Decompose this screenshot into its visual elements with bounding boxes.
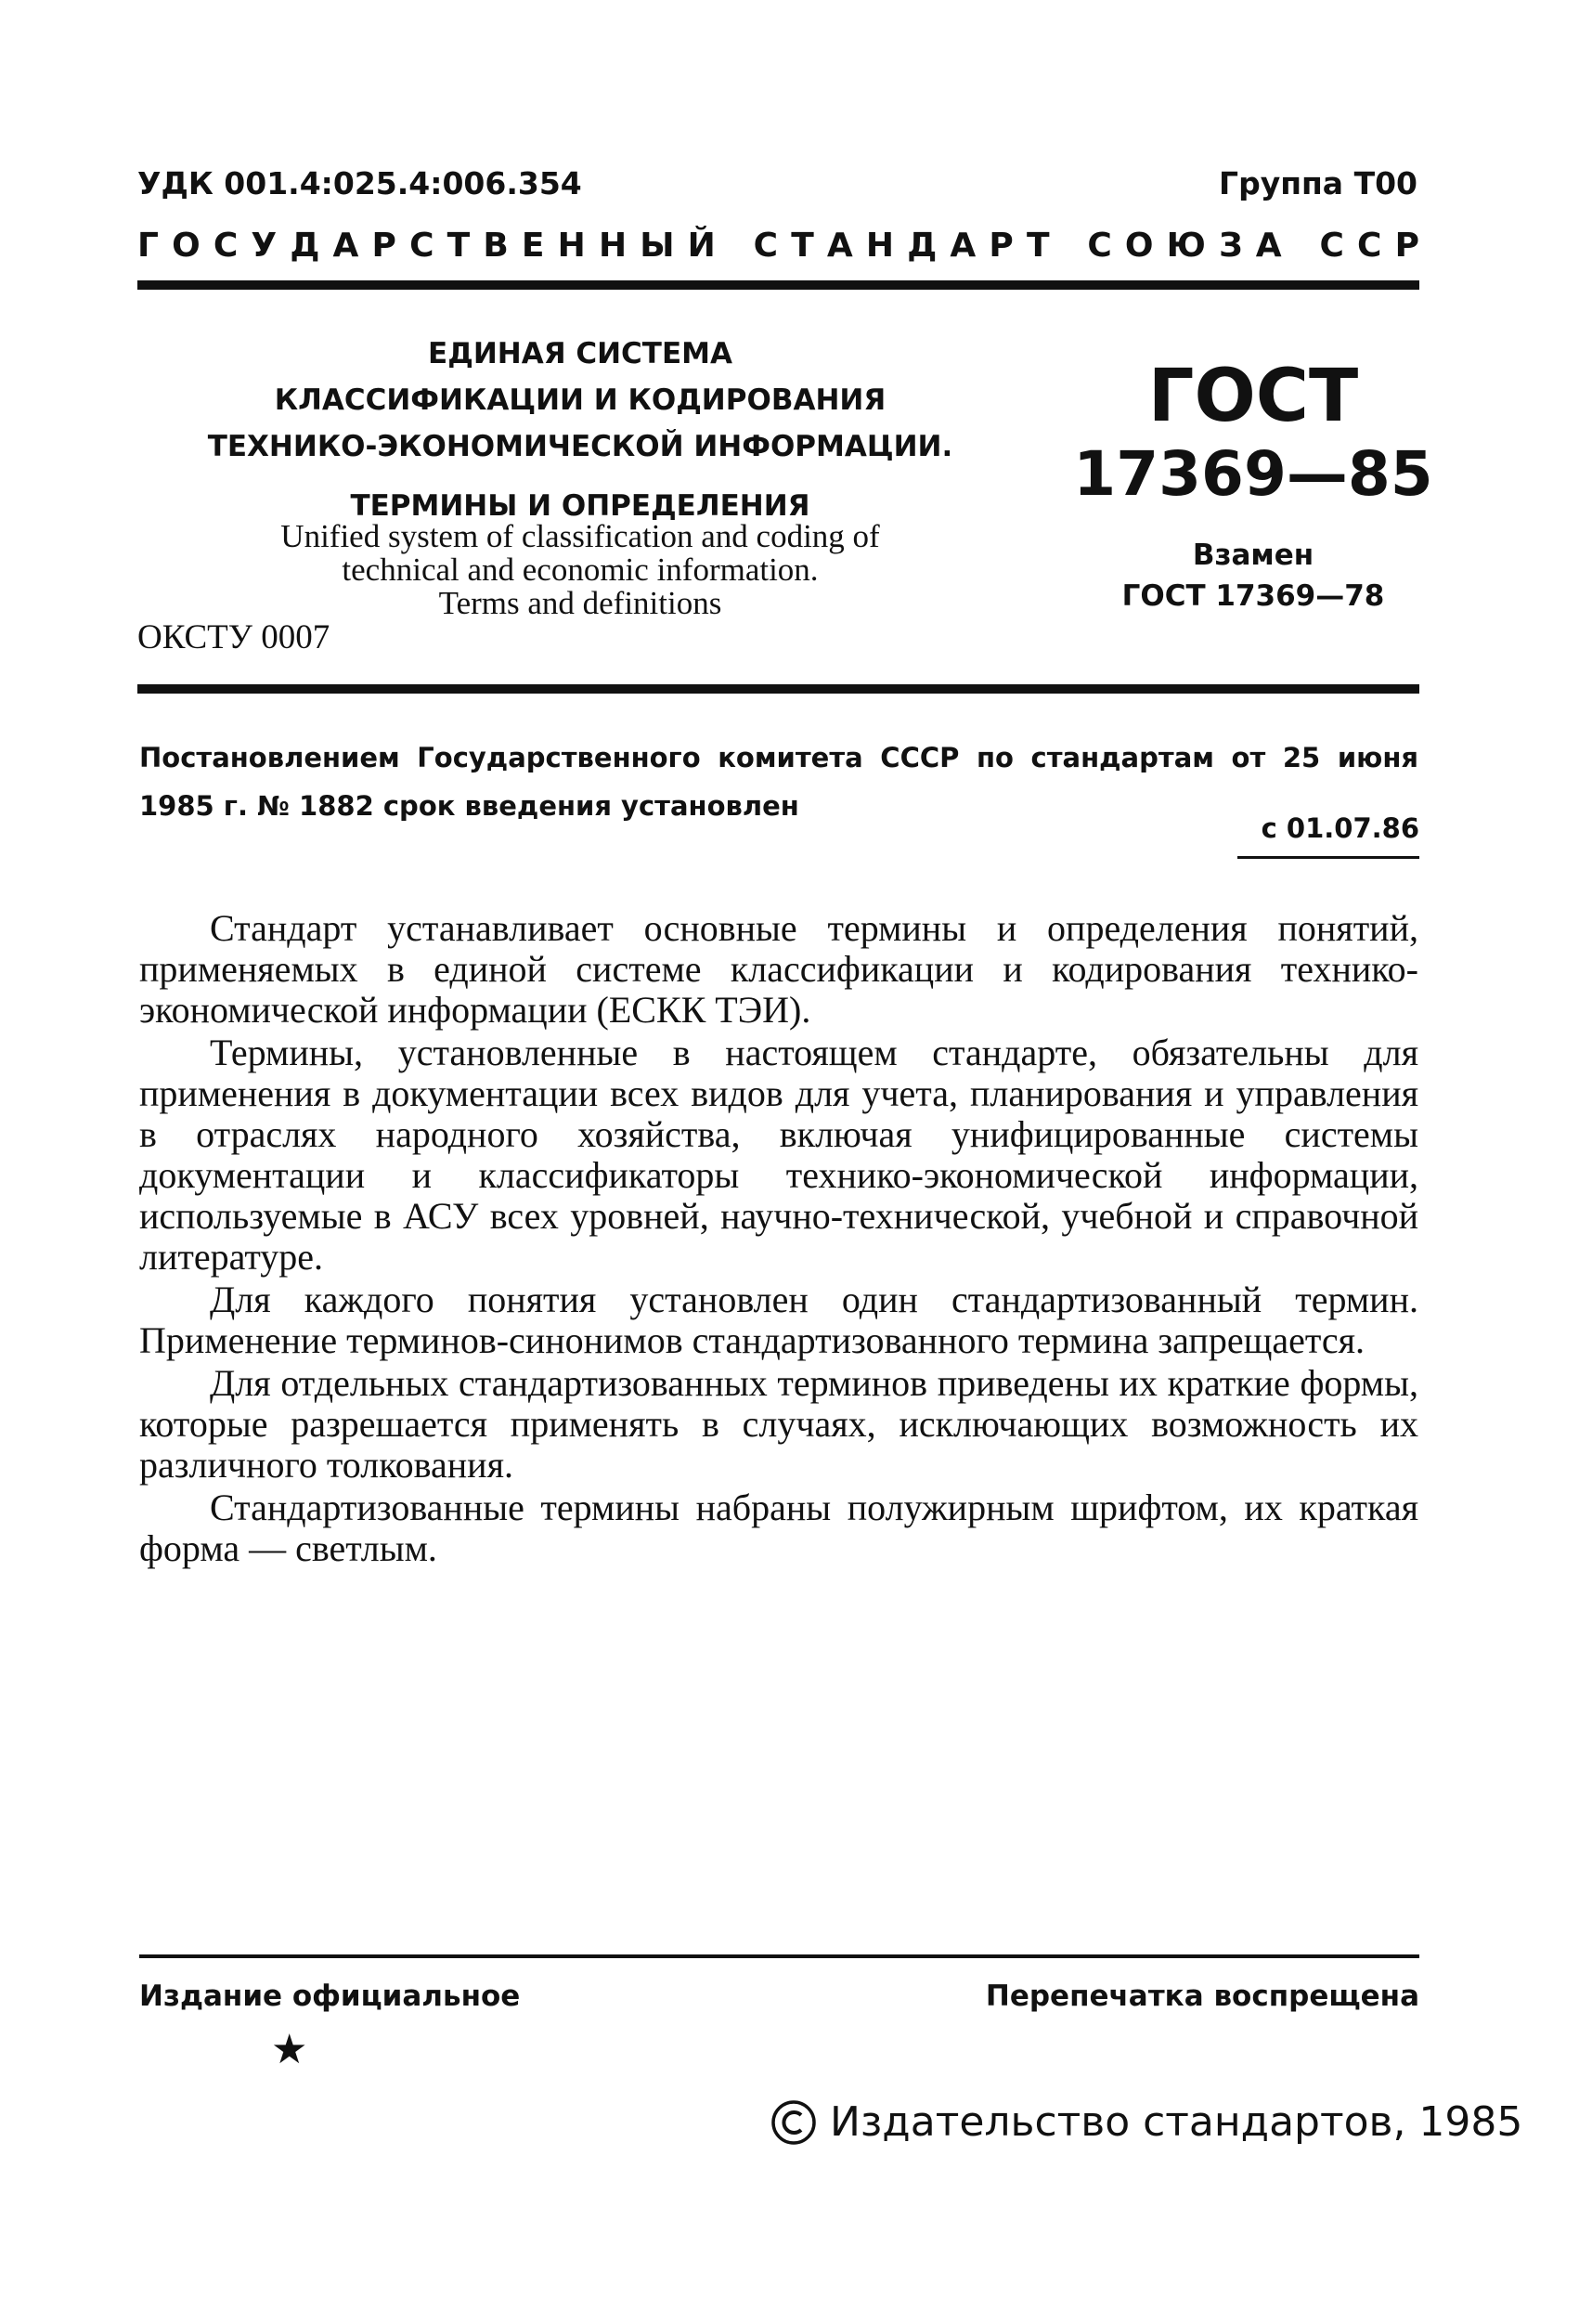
publisher: Издательство стандартов, 1985: [830, 2098, 1523, 2146]
replaces-value: ГОСТ 17369—78: [1121, 579, 1385, 613]
english-title: [139, 520, 1021, 620]
state-standard-letter: [1295, 227, 1307, 265]
state-standard-letter: А: [1255, 227, 1282, 265]
gost-label: ГОСТ: [1147, 355, 1359, 438]
state-standard-letter: О: [172, 227, 201, 265]
title-line: ЕДИНАЯ СИСТЕМА: [428, 337, 732, 370]
replaces-label: Взамен: [1192, 539, 1314, 572]
body-paragraph: Стандарт устанавливает основные термины и определения понятий, применяемых в единой системе классификации и кодирования технико-экономической информации (ЕСКК ТЭИ).: [139, 907, 1418, 1031]
state-standard-letter: Т: [1026, 227, 1050, 265]
english-title-line: Unified system of classification and coding of: [280, 518, 880, 554]
state-standard-letter: А: [332, 227, 359, 265]
state-standard-letter: Е: [521, 227, 545, 265]
standard-title: [139, 331, 1021, 529]
state-standard-letter: Н: [865, 227, 895, 265]
state-standard-letter: [729, 227, 741, 265]
state-standard-letter: [1063, 227, 1075, 265]
state-standard-letter: В: [483, 227, 509, 265]
title-line: КЛАССИФИКАЦИИ И КОДИРОВАНИЯ: [274, 383, 887, 417]
bottom-rule: [139, 1954, 1419, 1958]
top-rule: [137, 280, 1419, 290]
state-standard-letter: С: [409, 227, 434, 265]
state-standard-letter: У: [251, 227, 278, 265]
resolution-text: Постановлением Государственного комитета СССР по стандартам от 25 июня 1985 г. № 1882 срок введения установлен: [139, 742, 1418, 822]
state-standard-letter: О: [1124, 227, 1154, 265]
state-standard-letter: Р: [371, 227, 396, 265]
middle-rule: [137, 684, 1419, 694]
state-standard-letter: Ы: [640, 227, 675, 265]
state-standard-letter: С: [1357, 227, 1382, 265]
state-standard-letter: С: [1319, 227, 1344, 265]
title-line: ТЕРМИНЫ И ОПРЕДЕЛЕНИЯ: [350, 489, 810, 523]
state-standard-letter: С: [1087, 227, 1112, 265]
body-paragraph: Термины, установленные в настоящем стандарте, обязательны для применения в документации всех видов для учета, планирования и управления в отраслях народного хозяйства, включая унифицированные системы документации и классификаторы технико-экономической информации, используемые в АСУ всех уровней, научно-технической, учебной и справочной литературе.: [139, 1032, 1418, 1278]
date-underline: [1237, 856, 1419, 859]
body-paragraph: Для отдельных стандартизованных терминов приведены их краткие формы, которые разрешается применять в случаях, исключающих возможность их различного толкования.: [139, 1362, 1418, 1486]
state-standard-letter: Р: [1394, 227, 1419, 265]
body-paragraph: Стандартизованные термины набраны полужирным шрифтом, их краткая форма — светлым.: [139, 1487, 1418, 1569]
copyright-line: [770, 2098, 1522, 2146]
state-standard-letter: Ю: [1166, 227, 1206, 265]
state-standard-letter: Д: [290, 227, 320, 265]
official-edition: Издание официальное: [139, 1980, 521, 2013]
title-line: ТЕХНИКО-ЭКОНОМИЧЕСКОЙ ИНФОРМАЦИИ.: [207, 430, 953, 463]
state-standard-letter: А: [826, 227, 853, 265]
state-standard-letter: Т: [447, 227, 471, 265]
state-standard-letter: А: [950, 227, 977, 265]
english-title-line: Terms and definitions: [438, 585, 722, 621]
body-text: [139, 908, 1418, 1571]
state-standard-letter: Д: [907, 227, 938, 265]
english-title-line: technical and economic information.: [342, 552, 819, 588]
state-standard-letter: Й: [687, 227, 716, 265]
effective-date: с 01.07.86: [1261, 812, 1419, 844]
reprint-prohibited: Перепечатка воспрещена: [985, 1980, 1419, 2013]
state-standard-heading: [137, 227, 1419, 265]
udk-code: УДК 001.4:025.4:006.354: [137, 165, 582, 201]
state-standard-letter: Р: [989, 227, 1014, 265]
state-standard-letter: Н: [598, 227, 628, 265]
okstu-code: ОКСТУ 0007: [137, 618, 330, 656]
state-standard-letter: С: [753, 227, 779, 265]
copyright-icon: [770, 2099, 817, 2146]
state-standard-letter: Н: [557, 227, 586, 265]
state-standard-letter: Г: [137, 227, 159, 265]
body-paragraph: Для каждого понятия установлен один стандартизованный термин. Применение терминов-синонимов стандартизованного термина запрещается.: [139, 1279, 1418, 1361]
state-standard-letter: С: [213, 227, 239, 265]
group-code: Группа Т00: [1219, 165, 1417, 201]
state-standard-letter: З: [1219, 227, 1243, 265]
star-icon: ★: [271, 2026, 308, 2073]
state-standard-letter: Т: [791, 227, 814, 265]
gost-number: 17369—85: [1073, 438, 1433, 510]
